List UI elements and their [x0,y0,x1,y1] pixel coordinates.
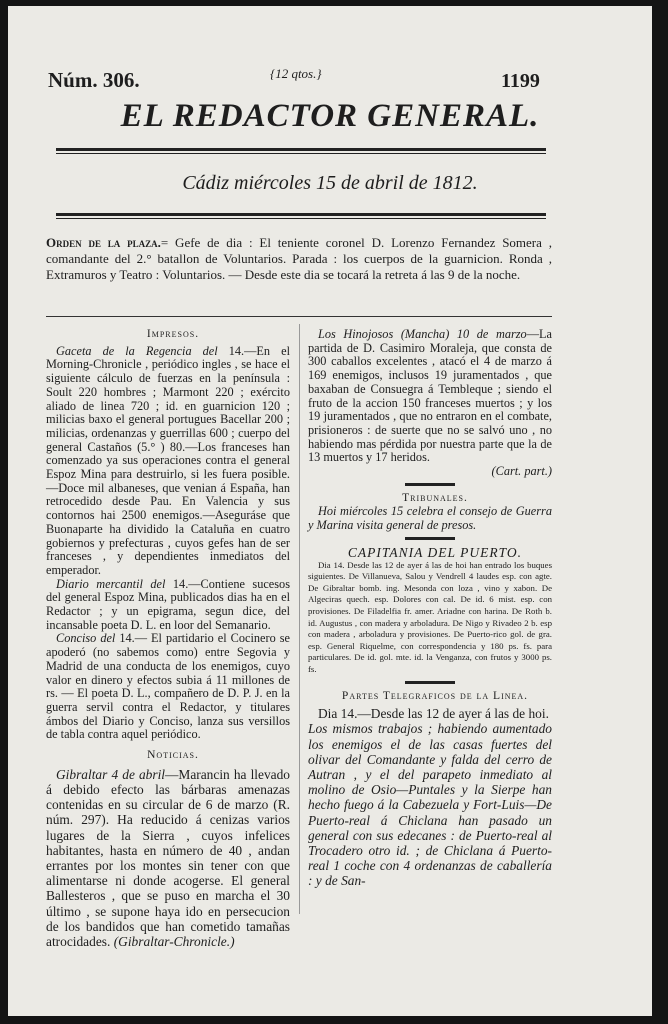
conciso-article [46,632,290,742]
issue-number: Núm. 306. [48,68,140,92]
partes-text: Los mismos trabajos ; habiendo aumentado los enemigos el de las casas fuertes del olivar del Comandante y falda del cerro de Autran , y el del parapeto inmediato al molino de Osio—Puntales y la Sierpe han hecho fuego á la Cabezuela y Fort-Luis—De Puerto-real á Chiclana han pasado un general con sus edecanes : de Puerto-real al Trocadero otro id. ; de Chiclana á Puerto-real 1 coche con 4 ordenanzas de caballería : y de San- [308,721,552,889]
diario-article [46,578,290,633]
conciso-text: 14.— El partidario el Cocinero se apoderó (no sabemos como) entre Segovia y Madrid de una conducta de los enemigos, cuyo valor en dinero y efectos subia á 11 millones de rs. — El poeta D. L., compañero de D. P. J. en la guerra servil contra el Redactor, y titulares ámbos del Diario y Conciso, lanza sus versillos de tabla contra aquel periódico. [46,631,290,742]
diario-title: Diario mercantil del [56,576,166,591]
newspaper-page [8,6,652,1016]
capitania-heading: CAPITANIA DEL PUERTO. [347,544,523,560]
diario-text: 14.—Contiene sucesos del general Espoz Mina, publicados dias ha en el Redactor ; y un epigrama, segun dice, del incansable poeta D. L. en loor del Semanario. [46,576,290,632]
partes-heading: Partes Telegraficos de la Linea. [341,690,529,703]
orden-de-la-plaza [46,235,552,283]
impresos-heading: Impresos. [146,328,200,340]
gibraltar-source: (Gibraltar-Chronicle.) [113,934,235,950]
hinojosos-source: (Cart. part.) [491,464,552,479]
noticias-heading: Noticias. [147,749,199,762]
title-rule [56,148,546,154]
left-column [46,328,290,949]
hinojosos-article [308,328,552,465]
orden-label: Orden de la plaza. [46,235,161,250]
conciso-title: Conciso del [56,631,116,646]
newspaper-title: EL REDACTOR GENERAL. [120,98,540,134]
page-folio: 1199 [501,70,540,92]
capitania-text: Dia 14. Desde las 12 de ayer á las de hoi han entrado los buques siguientes. De Villanueva, Salou y Vendrell 4 laudes esp. con agte. De Gibraltar bomb. ing. Mesonda con loza , vino y xabon. De Algeciras quech. esp. Dolores con cal. De id. 6 mist. esp. con provisiones. De Filadelfia fr. amer. Ariadne con harina. De Roth b. id. Augustus , con madera y arboladura. De Nigo y Rivadeo 2 b. esp con madera , arboladura y provisiones. De Puerto-rico gol. de gra. esp. General Riquelme, con correspondencia y 180 ps. fs. para particulares. De id. gol. mte. id. la Venganza, con frutos y 3000 ps. fs. [308,559,552,674]
right-column [308,328,552,889]
dateline-rule [56,213,546,219]
separator-dash [405,681,455,684]
section-divider [46,316,552,317]
tribunales-heading: Tribunales. [402,491,468,504]
gibraltar-text: —Marancin ha llevado á debido efecto las bárbaras amenazas contenidas en su circular de 6 de marzo (R. núm. 297). Ha reducido á cenizas varios lugares de la Sierra , cuyos infelices habitantes, hasta en número de 40 , andan errantes por los montes sin tener con que alimentarse ni donde acogerse. El general Ballesteros , que se puso en marcha el 30 último , se supone haya ido en persecucion de los bandidos que han cometido tamañas atrocidades. [46,766,290,950]
tribunales-text: Hoi miércoles 15 celebra el consejo de Guerra y Marina visita general de presos. [308,504,552,533]
dateline: Cádiz miércoles 15 de abril de 1812. [182,172,478,194]
separator-dash [405,483,455,486]
column-divider [299,324,300,914]
issue-price: {12 qtos.} [270,66,322,81]
gaceta-text: 14.—En el Morning-Chronicle , periódico ingles , se hace el siguiente cálculo de fuerzas en la península : Soult 220 hombres ; Marmont 220 ; exército aliado de linea 720 ; id. en guarnicion 120 ; milicias baxo el general portugues Bacellar 200 ; milicias, ordenanzas y guerrillas 600 ; cuerpo del general Castaños (5.° ) 80.—Los franceses han comenzado ya sus operaciones contra el general Espoz Mina para destruirlo, si les fuera posible.—Doce mil albaneses, que venian á España, han retrocedido desde Pau. En Valencia y sus contornos hai 2500 enemigos.—Aseguráse que Buonaparte ha dividido la Cataluña en cuatro gobiernos y prefecturas , cuyos gefes han de ser franceses , y dependientes inmediatos del emperador. [46,343,291,577]
gibraltar-article [46,767,290,949]
gaceta-article [46,345,290,578]
hinojosos-place: Los Hinojosos (Mancha) 10 de marzo [318,327,527,341]
orden-text: = Gefe de dia : El teniente coronel D. Lorenzo Fernandez Somera , comandante del 2.° batallon de Voluntarios. Parada : los cuerpos de la guarnicion. Ronda , Extramuros y Teatro : Voluntarios. — Desde este dia se tocará la retreta á las 9 de la noche. [46,235,552,282]
gaceta-title: Gaceta de la Regencia del [56,343,218,358]
partes-lead: Dia 14.—Desde las 12 de ayer á las de hoi. [318,706,549,722]
gibraltar-place: Gibraltar 4 de abril [56,766,166,782]
separator-dash [405,537,455,540]
hinojosos-text: —La partida de D. Casimiro Moraleja, que consta de 300 caballos excelentes , atacó el 4 de marzo á 169 enemigos, inclusos 19 juramentados , que baxaban de Consuegra á Tembleque ; siendo el fruto de la accion 150 franceses muertos ; y los 19 juramentados , que no entraron en el combate, prisioneros : de suerte que no se salvó uno , no habiendo mas pérdida por nuestra parte que la de 13 muertos y 17 heridos. [308,327,552,465]
